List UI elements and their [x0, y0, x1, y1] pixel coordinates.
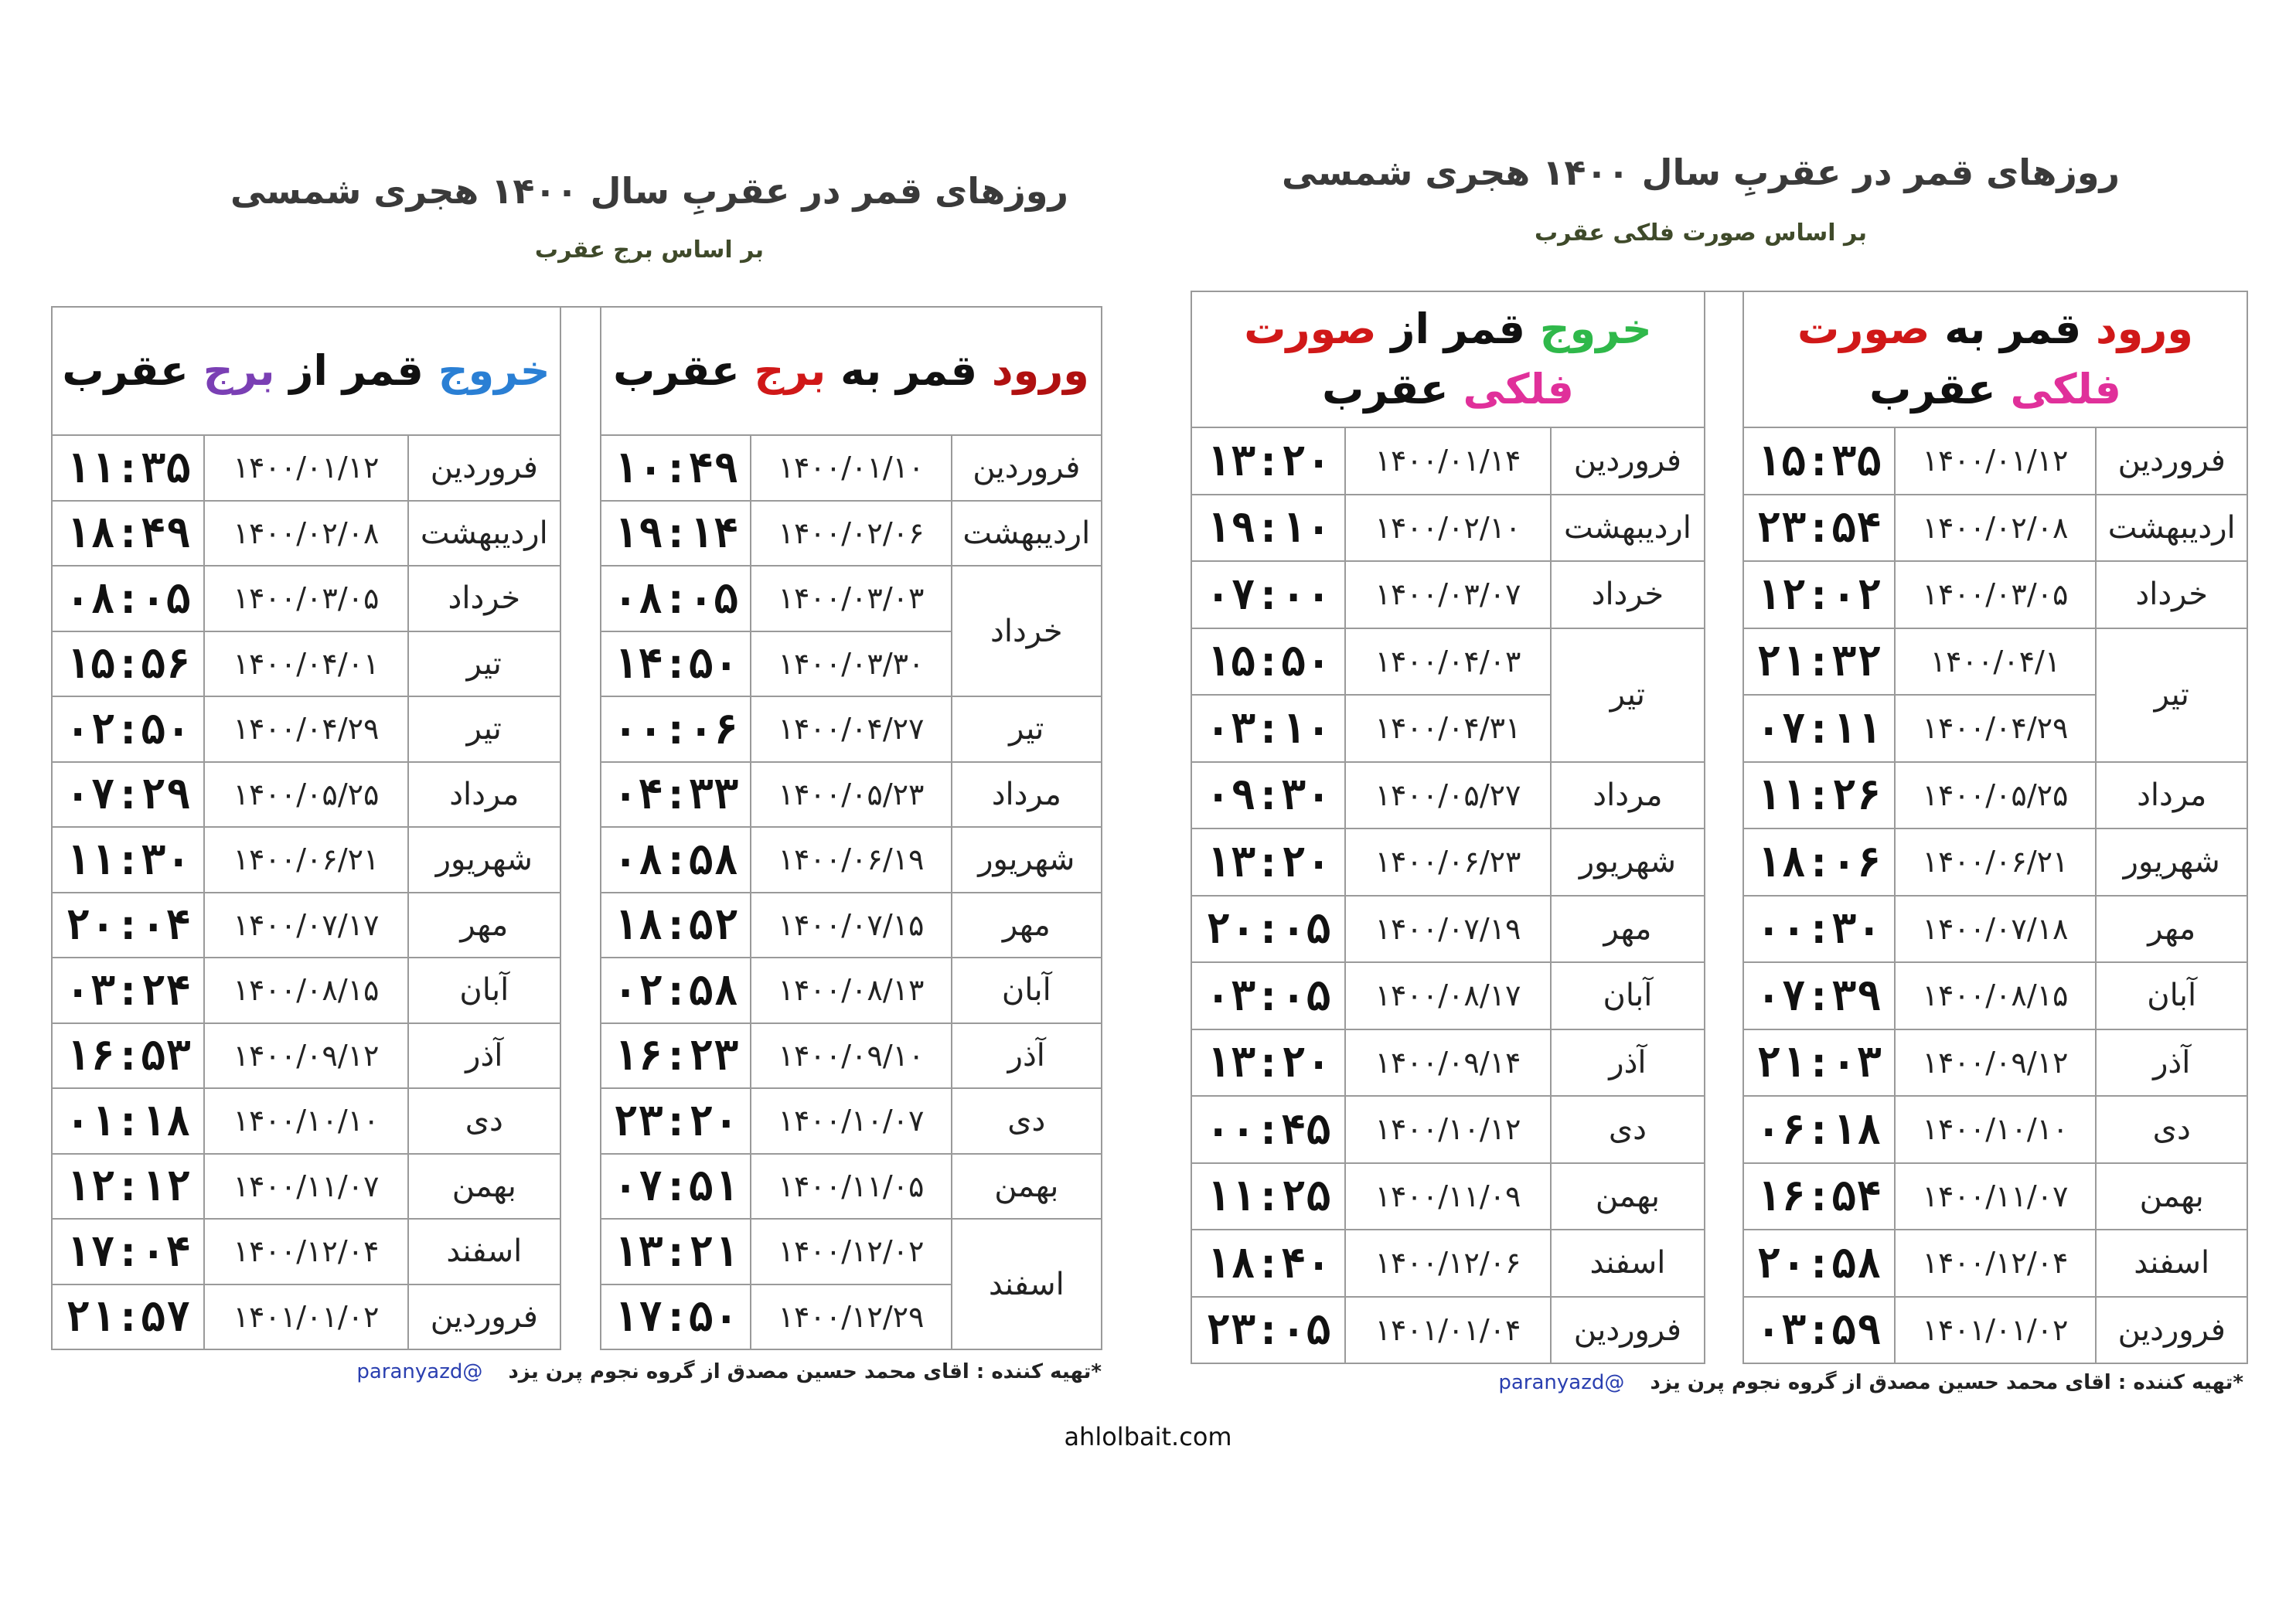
- month-cell: شهریور: [408, 827, 560, 893]
- time-cell: ۰۷:۰۰: [1191, 561, 1345, 628]
- time-cell: ۱۸:۰۶: [1743, 829, 1895, 896]
- time-cell: ۰۹:۳۰: [1191, 762, 1345, 829]
- date-cell: ۱۴۰۰/۱۱/۰۷: [1895, 1163, 2097, 1230]
- date-cell: ۱۴۰۰/۰۲/۱۰: [1345, 495, 1551, 562]
- time-cell: ۰۸:۰۵: [601, 566, 751, 631]
- table-row: [601, 827, 1102, 893]
- time-cell: ۱۲:۱۲: [52, 1154, 204, 1220]
- table-row: [601, 762, 1102, 828]
- month-cell: شهریور: [952, 827, 1102, 893]
- right-exit-header-part: عقرب: [1322, 365, 1463, 413]
- month-cell: دی: [2096, 1096, 2247, 1163]
- month-cell: خرداد: [1551, 561, 1705, 628]
- table-row: [52, 1154, 560, 1220]
- time-cell: ۱۵:۵۶: [52, 631, 204, 697]
- date-cell: ۱۴۰۰/۰۱/۱۲: [204, 435, 407, 501]
- table-row: [601, 501, 1102, 567]
- right-entry-header-part: فلکی: [2010, 365, 2121, 413]
- time-cell: ۱۱:۳۰: [52, 827, 204, 893]
- table-row: [1191, 762, 1705, 829]
- table-row: [601, 1023, 1102, 1089]
- time-cell: ۰۱:۱۸: [52, 1088, 204, 1154]
- month-cell: خرداد: [408, 566, 560, 631]
- date-cell: ۱۴۰۰/۰۱/۱۴: [1345, 427, 1551, 495]
- time-cell: ۰۲:۵۸: [601, 958, 751, 1023]
- time-cell: ۱۷:۵۰: [601, 1284, 751, 1350]
- table-row: [1191, 628, 1705, 696]
- left-handle[interactable]: @paranyazd: [356, 1360, 483, 1383]
- table-row: [601, 435, 1102, 501]
- date-cell: ۱۴۰۰/۰۵/۲۳: [751, 762, 951, 828]
- time-cell: ۲۰:۵۸: [1743, 1230, 1895, 1297]
- left-exit-table: [51, 306, 561, 1350]
- month-cell: آذر: [1551, 1029, 1705, 1097]
- date-cell: ۱۴۰۰/۱۲/۰۴: [204, 1219, 407, 1284]
- time-cell: ۱۸:۴۹: [52, 501, 204, 567]
- table-row: [1743, 1163, 2247, 1230]
- month-cell: مرداد: [952, 762, 1102, 828]
- date-cell: ۱۴۰۰/۰۴/۰۱: [204, 631, 407, 697]
- time-cell: ۱۳:۲۰: [1191, 1029, 1345, 1097]
- month-cell: بهمن: [1551, 1163, 1705, 1230]
- date-cell: ۱۴۰۰/۰۴/۳۱: [1345, 695, 1551, 762]
- time-cell: ۱۲:۰۲: [1743, 561, 1895, 628]
- time-cell: ۰۰:۴۵: [1191, 1096, 1345, 1163]
- month-cell: تیر: [408, 631, 560, 697]
- time-cell: ۲۰:۰۴: [52, 893, 204, 958]
- table-row: [1743, 762, 2247, 829]
- date-cell: ۱۴۰۰/۰۱/۱۰: [751, 435, 951, 501]
- month-cell: بهمن: [952, 1154, 1102, 1220]
- month-cell: تیر: [1551, 628, 1705, 762]
- right-entry-header-part: صورت: [1797, 304, 1930, 353]
- date-cell: ۱۴۰۰/۰۷/۱۹: [1345, 896, 1551, 963]
- table-row: [601, 1154, 1102, 1220]
- time-cell: ۰۲:۵۰: [52, 696, 204, 762]
- month-cell: بهمن: [2096, 1163, 2247, 1230]
- table-row: [1743, 829, 2247, 896]
- month-cell: اردیبهشت: [952, 501, 1102, 567]
- date-cell: ۱۴۰۰/۱۰/۱۰: [1895, 1096, 2097, 1163]
- date-cell: ۱۴۰۰/۰۳/۰۵: [1895, 561, 2097, 628]
- time-cell: ۱۷:۰۴: [52, 1219, 204, 1284]
- date-cell: ۱۴۰۰/۱۰/۰۷: [751, 1088, 951, 1154]
- date-cell: ۱۴۰۰/۰۸/۱۵: [204, 958, 407, 1023]
- date-cell: ۱۴۰۰/۱۲/۰۶: [1345, 1230, 1551, 1297]
- table-row: [601, 696, 1102, 762]
- time-cell: ۱۰:۴۹: [601, 435, 751, 501]
- month-cell: آبان: [1551, 962, 1705, 1029]
- right-title: روزهای قمر در عقربِ سال ۱۴۰۰ هجری شمسی: [1281, 151, 2120, 193]
- table-row: [1191, 1297, 1705, 1364]
- right-exit-header-part: صورت: [1244, 304, 1377, 353]
- table-row: [601, 958, 1102, 1023]
- table-row: [52, 958, 560, 1023]
- left-exit-header-part: قمر از: [274, 345, 438, 395]
- date-cell: ۱۴۰۰/۰۷/۱۵: [751, 893, 951, 958]
- right-entry-header: [1743, 291, 2247, 427]
- left-exit-header-part: برج: [203, 345, 275, 395]
- month-cell: آبان: [952, 958, 1102, 1023]
- month-cell: دی: [408, 1088, 560, 1154]
- month-cell: فروردین: [2096, 427, 2247, 495]
- right-entry-header-part: عقرب: [1869, 365, 2011, 413]
- time-cell: ۰۸:۵۸: [601, 827, 751, 893]
- time-cell: ۱۳:۲۰: [1191, 427, 1345, 495]
- time-cell: ۱۱:۳۵: [52, 435, 204, 501]
- right-handle[interactable]: @paranyazd: [1498, 1371, 1625, 1394]
- time-cell: ۱۹:۱۰: [1191, 495, 1345, 562]
- table-row: [1743, 495, 2247, 562]
- time-cell: ۱۶:۲۳: [601, 1023, 751, 1089]
- table-row: [1743, 1230, 2247, 1297]
- month-cell: شهریور: [2096, 829, 2247, 896]
- date-cell: ۱۴۰۰/۰۷/۱۷: [204, 893, 407, 958]
- date-cell: ۱۴۰۰/۰۹/۱۲: [204, 1023, 407, 1089]
- month-cell: فروردین: [2096, 1297, 2247, 1364]
- left-exit-header-part: عقرب: [62, 345, 203, 395]
- time-cell: ۱۳:۲۰: [1191, 829, 1345, 896]
- month-cell: آبان: [408, 958, 560, 1023]
- time-cell: ۰۷:۲۹: [52, 762, 204, 828]
- month-cell: اسفند: [1551, 1230, 1705, 1297]
- month-cell: اسفند: [408, 1219, 560, 1284]
- left-subtitle: بر اساس برج عقرب: [534, 236, 765, 264]
- table-row: [52, 696, 560, 762]
- date-cell: ۱۴۰۰/۱۱/۰۵: [751, 1154, 951, 1220]
- table-row: [601, 893, 1102, 958]
- time-cell: ۰۸:۰۵: [52, 566, 204, 631]
- left-entry-header-part: قمر به: [826, 345, 992, 395]
- month-cell: مهر: [2096, 896, 2247, 963]
- month-cell: اردیبهشت: [1551, 495, 1705, 562]
- date-cell: ۱۴۰۰/۰۳/۳۰: [751, 631, 951, 697]
- table-row: [52, 1284, 560, 1350]
- month-cell: فروردین: [408, 1284, 560, 1350]
- month-cell: بهمن: [408, 1154, 560, 1220]
- table-row: [1191, 896, 1705, 963]
- table-row: [52, 501, 560, 567]
- month-cell: دی: [1551, 1096, 1705, 1163]
- table-row: [1743, 628, 2247, 696]
- left-exit-header: [52, 307, 560, 435]
- date-cell: ۱۴۰۰/۱۰/۱۰: [204, 1088, 407, 1154]
- table-row: [601, 566, 1102, 631]
- date-cell: ۱۴۰۰/۰۲/۰۸: [204, 501, 407, 567]
- month-cell: شهریور: [1551, 829, 1705, 896]
- left-credit-text: *تهیه کننده : اقای محمد حسین مصدق از گروه نجوم پرن یزد: [508, 1360, 1102, 1383]
- date-cell: ۱۴۰۰/۰۴/۲۹: [204, 696, 407, 762]
- time-cell: ۱۳:۲۱: [601, 1219, 751, 1284]
- date-cell: ۱۴۰۰/۰۳/۰۷: [1345, 561, 1551, 628]
- right-exit-header: [1191, 291, 1705, 427]
- left-entry-header-part: برج: [754, 345, 826, 395]
- time-cell: ۰۷:۱۱: [1743, 695, 1895, 762]
- time-cell: ۱۹:۱۴: [601, 501, 751, 567]
- table-row: [1191, 1029, 1705, 1097]
- date-cell: ۱۴۰۰/۰۱/۱۲: [1895, 427, 2097, 495]
- time-cell: ۲۳:۰۵: [1191, 1297, 1345, 1364]
- time-cell: ۰۴:۳۳: [601, 762, 751, 828]
- table-row: [1743, 561, 2247, 628]
- date-cell: ۱۴۰۰/۰۶/۲۱: [1895, 829, 2097, 896]
- table-row: [52, 566, 560, 631]
- table-row: [1191, 561, 1705, 628]
- date-cell: ۱۴۰۰/۰۸/۱۳: [751, 958, 951, 1023]
- month-cell: اردیبهشت: [408, 501, 560, 567]
- site-footer[interactable]: ahlolbait.com: [1064, 1422, 1232, 1451]
- month-cell: مهر: [952, 893, 1102, 958]
- time-cell: ۰۳:۰۵: [1191, 962, 1345, 1029]
- date-cell: ۱۴۰۰/۱۰/۱۲: [1345, 1096, 1551, 1163]
- right-credit: [1498, 1371, 2243, 1394]
- time-cell: ۱۵:۳۵: [1743, 427, 1895, 495]
- time-cell: ۲۰:۰۵: [1191, 896, 1345, 963]
- table-row: [52, 893, 560, 958]
- month-cell: تیر: [952, 696, 1102, 762]
- right-credit-text: *تهیه کننده : اقای محمد حسین مصدق از گروه نجوم پرن یزد: [1650, 1371, 2243, 1394]
- table-row: [1743, 1297, 2247, 1364]
- left-entry-header: [601, 307, 1102, 435]
- date-cell: ۱۴۰۰/۰۹/۱۴: [1345, 1029, 1551, 1097]
- date-cell: ۱۴۰۰/۰۶/۲۳: [1345, 829, 1551, 896]
- right-entry-table: [1742, 291, 2248, 1364]
- right-exit-header-part: خروج: [1539, 304, 1652, 353]
- date-cell: ۱۴۰۰/۰۲/۰۶: [751, 501, 951, 567]
- time-cell: ۱۵:۵۰: [1191, 628, 1345, 696]
- date-cell: ۱۴۰۰/۰۹/۱۰: [751, 1023, 951, 1089]
- date-cell: ۱۴۰۰/۰۴/۰۳: [1345, 628, 1551, 696]
- month-cell: خرداد: [952, 566, 1102, 696]
- left-exit-header-part: خروج: [438, 345, 550, 395]
- date-cell: ۱۴۰۰/۰۷/۱۸: [1895, 896, 2097, 963]
- table-row: [52, 435, 560, 501]
- date-cell: ۱۴۰۰/۰۴/۲۷: [751, 696, 951, 762]
- date-cell: ۱۴۰۰/۰۳/۰۵: [204, 566, 407, 631]
- left-entry-table: [600, 306, 1102, 1350]
- table-row: [1743, 1029, 2247, 1097]
- time-cell: ۱۱:۲۵: [1191, 1163, 1345, 1230]
- table-row: [601, 1088, 1102, 1154]
- time-cell: ۲۱:۳۲: [1743, 628, 1895, 696]
- time-cell: ۰۰:۳۰: [1743, 896, 1895, 963]
- left-entry-header-part: ورود: [991, 345, 1089, 395]
- right-subtitle: بر اساس صورت فلکی عقرب: [1535, 219, 1867, 247]
- left-title: روزهای قمر در عقربِ سال ۱۴۰۰ هجری شمسی: [230, 170, 1068, 212]
- month-cell: مرداد: [408, 762, 560, 828]
- date-cell: ۱۴۰۰/۱۲/۲۹: [751, 1284, 951, 1350]
- table-row: [1191, 829, 1705, 896]
- month-cell: فروردین: [1551, 427, 1705, 495]
- table-row: [1743, 1096, 2247, 1163]
- table-row: [52, 1023, 560, 1089]
- right-exit-header-part: فلکی: [1463, 365, 1574, 413]
- month-cell: اسفند: [2096, 1230, 2247, 1297]
- table-row: [1743, 427, 2247, 495]
- month-cell: مهر: [1551, 896, 1705, 963]
- time-cell: ۰۳:۵۹: [1743, 1297, 1895, 1364]
- time-cell: ۱۴:۵۰: [601, 631, 751, 697]
- table-row: [52, 827, 560, 893]
- date-cell: ۱۴۰۰/۱۲/۰۴: [1895, 1230, 2097, 1297]
- month-cell: دی: [952, 1088, 1102, 1154]
- month-cell: فروردین: [408, 435, 560, 501]
- left-credit: [356, 1360, 1102, 1383]
- right-entry-header-part: قمر به: [1930, 304, 2097, 353]
- table-row: [52, 1088, 560, 1154]
- date-cell: ۱۴۰۰/۰۳/۰۳: [751, 566, 951, 631]
- time-cell: ۰۷:۳۹: [1743, 962, 1895, 1029]
- time-cell: ۰۳:۲۴: [52, 958, 204, 1023]
- date-cell: ۱۴۰۰/۰۴/۱: [1895, 628, 2097, 696]
- month-cell: آذر: [2096, 1029, 2247, 1097]
- date-cell: ۱۴۰۱/۰۱/۰۲: [1895, 1297, 2097, 1364]
- time-cell: ۰۷:۵۱: [601, 1154, 751, 1220]
- time-cell: ۱۸:۵۲: [601, 893, 751, 958]
- table-row: [52, 631, 560, 697]
- month-cell: اسفند: [952, 1219, 1102, 1349]
- table-row: [52, 762, 560, 828]
- date-cell: ۱۴۰۱/۰۱/۰۲: [204, 1284, 407, 1350]
- time-cell: ۲۱:۰۳: [1743, 1029, 1895, 1097]
- table-row: [1743, 896, 2247, 963]
- date-cell: ۱۴۰۱/۰۱/۰۴: [1345, 1297, 1551, 1364]
- table-row: [1191, 1096, 1705, 1163]
- month-cell: فروردین: [1551, 1297, 1705, 1364]
- date-cell: ۱۴۰۰/۰۲/۰۸: [1895, 495, 2097, 562]
- month-cell: مهر: [408, 893, 560, 958]
- time-cell: ۲۱:۵۷: [52, 1284, 204, 1350]
- time-cell: ۰۳:۱۰: [1191, 695, 1345, 762]
- left-entry-header-part: عقرب: [613, 345, 755, 395]
- month-cell: آذر: [952, 1023, 1102, 1089]
- date-cell: ۱۴۰۰/۰۸/۱۵: [1895, 962, 2097, 1029]
- month-cell: خرداد: [2096, 561, 2247, 628]
- right-entry-header-part: ورود: [2096, 304, 2193, 353]
- right-exit-table: [1191, 291, 1705, 1364]
- month-cell: فروردین: [952, 435, 1102, 501]
- time-cell: ۲۳:۵۴: [1743, 495, 1895, 562]
- table-row: [1191, 1163, 1705, 1230]
- table-row: [1191, 427, 1705, 495]
- time-cell: ۲۳:۲۰: [601, 1088, 751, 1154]
- date-cell: ۱۴۰۰/۰۹/۱۲: [1895, 1029, 2097, 1097]
- time-cell: ۰۶:۱۸: [1743, 1096, 1895, 1163]
- table-row: [1743, 962, 2247, 1029]
- date-cell: ۱۴۰۰/۰۸/۱۷: [1345, 962, 1551, 1029]
- date-cell: ۱۴۰۰/۰۵/۲۵: [1895, 762, 2097, 829]
- month-cell: مرداد: [1551, 762, 1705, 829]
- date-cell: ۱۴۰۰/۱۱/۰۷: [204, 1154, 407, 1220]
- time-cell: ۱۱:۲۶: [1743, 762, 1895, 829]
- month-cell: آبان: [2096, 962, 2247, 1029]
- date-cell: ۱۴۰۰/۰۶/۱۹: [751, 827, 951, 893]
- time-cell: ۱۶:۵۴: [1743, 1163, 1895, 1230]
- month-cell: آذر: [408, 1023, 560, 1089]
- month-cell: اردیبهشت: [2096, 495, 2247, 562]
- date-cell: ۱۴۰۰/۰۶/۲۱: [204, 827, 407, 893]
- month-cell: مرداد: [2096, 762, 2247, 829]
- table-row: [1191, 962, 1705, 1029]
- table-row: [601, 1219, 1102, 1284]
- table-row: [1191, 495, 1705, 562]
- right-exit-header-part: قمر از: [1376, 304, 1540, 353]
- date-cell: ۱۴۰۰/۰۵/۲۵: [204, 762, 407, 828]
- date-cell: ۱۴۰۰/۰۵/۲۷: [1345, 762, 1551, 829]
- time-cell: ۱۸:۴۰: [1191, 1230, 1345, 1297]
- table-row: [52, 1219, 560, 1284]
- date-cell: ۱۴۰۰/۰۴/۲۹: [1895, 695, 2097, 762]
- date-cell: ۱۴۰۰/۱۲/۰۲: [751, 1219, 951, 1284]
- date-cell: ۱۴۰۰/۱۱/۰۹: [1345, 1163, 1551, 1230]
- table-row: [1191, 1230, 1705, 1297]
- time-cell: ۱۶:۵۳: [52, 1023, 204, 1089]
- month-cell: تیر: [408, 696, 560, 762]
- time-cell: ۰۰:۰۶: [601, 696, 751, 762]
- month-cell: تیر: [2096, 628, 2247, 762]
